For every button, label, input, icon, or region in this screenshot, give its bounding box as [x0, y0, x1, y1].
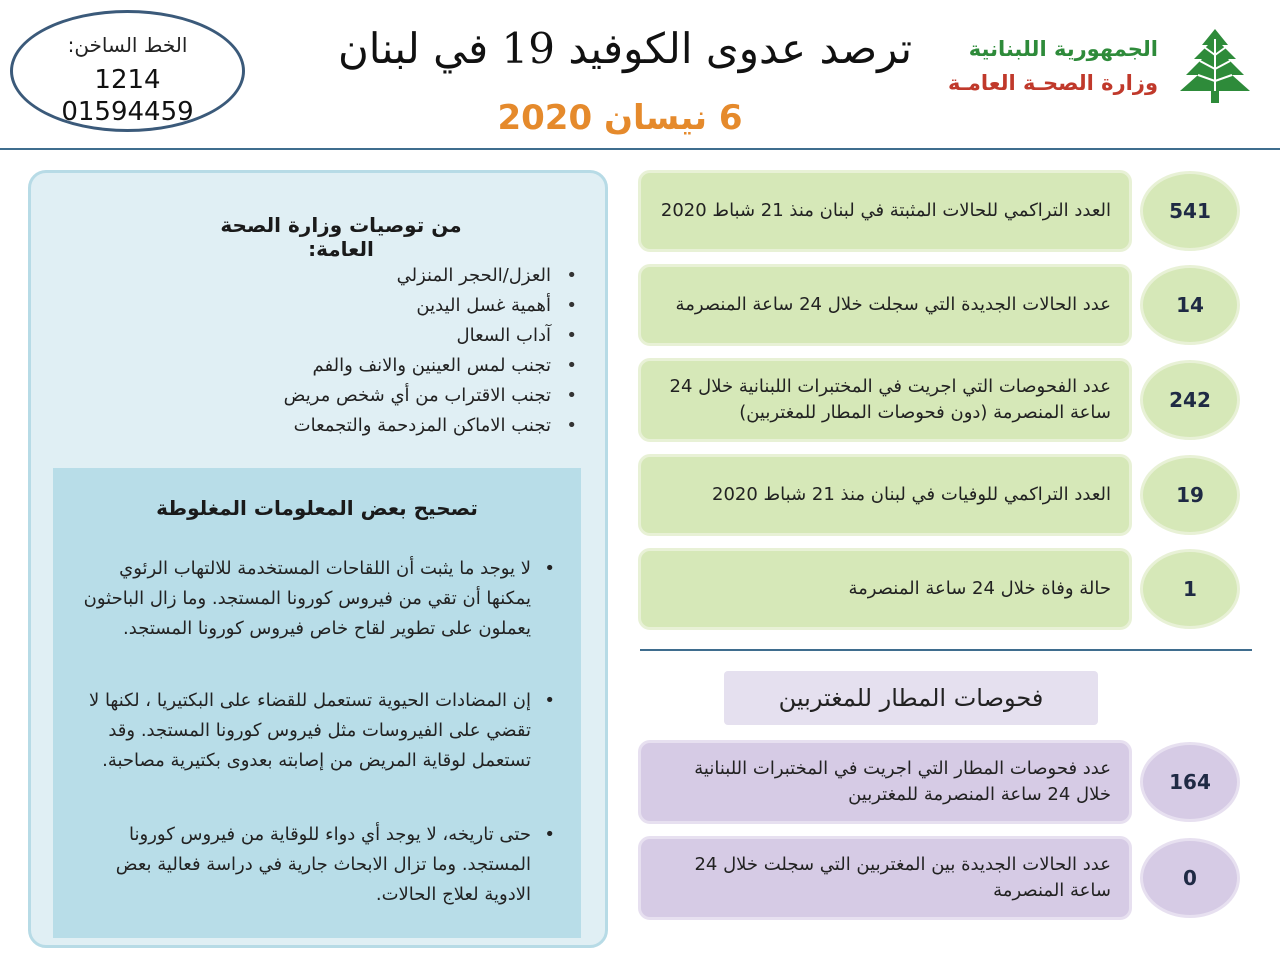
hotline-number-1: 1214 — [94, 65, 161, 95]
stat-bar — [638, 548, 1132, 630]
stat-label: عدد الحالات الجديدة بين المغتربين التي سجلت خلال 24 ساعة المنصرمة — [694, 854, 1111, 901]
stat-value: 1 — [1140, 549, 1240, 629]
stat-tests — [638, 358, 1240, 442]
stat-bar — [638, 170, 1132, 252]
stat-airport-new-cases — [638, 836, 1240, 920]
stat-label: العدد التراكمي للحالات المثبتة في لبنان منذ 21 شباط 2020 — [660, 200, 1111, 221]
stat-value: 14 — [1140, 265, 1240, 345]
list-item: • تجنب الاماكن المزدحمة والتجمعات — [71, 411, 551, 441]
list-item: • تجنب الاقتراب من أي شخص مريض — [71, 381, 551, 411]
stat-bar — [638, 836, 1132, 920]
stat-value: 19 — [1140, 455, 1240, 535]
stat-label: عدد الفحوصات التي اجريت في المختبرات اللبنانية خلال 24 ساعة المنصرمة (دون فحوصات المطار للمغتربين) — [669, 376, 1111, 423]
stat-bar — [638, 454, 1132, 536]
list-item: • تجنب لمس العينين والانف والفم — [71, 351, 551, 381]
header-divider — [0, 148, 1280, 150]
stat-new-deaths — [638, 548, 1240, 630]
ministry-name-line1: الجمهورية اللبنانية — [968, 37, 1158, 61]
myth-item: • حتى تاريخه، لا يوجد أي دواء للوقاية من فيروس كورونا المستجد. وما تزال الابحاث جارية في دراسة فعالية بعض الادوية لعلاج الحالات. — [73, 820, 561, 910]
hotline-oval — [10, 10, 245, 132]
myths-box — [53, 468, 581, 938]
stat-value: 541 — [1140, 171, 1240, 251]
list-item: • العزل/الحجر المنزلي — [71, 261, 551, 291]
stat-value: 164 — [1140, 742, 1240, 822]
hotline-label: الخط الساخن: — [67, 33, 188, 57]
recommendations-title: من توصيات وزارة الصحة العامة: — [220, 213, 462, 261]
list-item: • آداب السعال — [71, 321, 551, 351]
airport-section-title: فحوصات المطار للمغتربين — [724, 671, 1098, 725]
stat-airport-tests — [638, 740, 1240, 824]
myths-title: تصحيح بعض المعلومات المغلوطة — [156, 496, 478, 520]
stat-bar — [638, 264, 1132, 346]
stat-label: عدد الحالات الجديدة التي سجلت خلال 24 ساعة المنصرمة — [675, 294, 1111, 315]
page-title: ترصد عدوى الكوفيد 19 في لبنان — [337, 24, 913, 73]
stat-label: عدد فحوصات المطار التي اجريت في المختبرات اللبنانية خلال 24 ساعة المنصرمة للمغتربين — [694, 758, 1111, 805]
stat-new-cases — [638, 264, 1240, 346]
ministry-logo — [947, 25, 1270, 115]
hotline-number-2: 01594459 — [61, 97, 194, 127]
section-divider — [640, 649, 1252, 651]
cedar-icon — [1170, 25, 1260, 105]
stat-value: 242 — [1140, 360, 1240, 440]
stat-cumulative-cases — [638, 170, 1240, 252]
recommendations-list — [71, 261, 577, 441]
stat-bar — [638, 358, 1132, 442]
recommendations-panel — [28, 170, 608, 948]
ministry-name-line2: وزارة الصحـة العامـة — [947, 71, 1158, 95]
stat-cumulative-deaths — [638, 454, 1240, 536]
myth-item: • إن المضادات الحيوية تستعمل للقضاء على البكتيريا ، لكنها لا تقضي على الفيروسات مثل فيروس كورونا المستجد. وقد تستعمل لوقاية المريض من إصابته بعدوى بكتيرية مصاحبة. — [73, 686, 561, 776]
report-date: 6 نيسان 2020 — [497, 98, 743, 138]
stat-label: العدد التراكمي للوفيات في لبنان منذ 21 شباط 2020 — [712, 484, 1111, 505]
stat-label: حالة وفاة خلال 24 ساعة المنصرمة — [848, 578, 1111, 599]
list-item: • أهمية غسل اليدين — [71, 291, 551, 321]
stat-value: 0 — [1140, 838, 1240, 918]
stat-bar — [638, 740, 1132, 824]
myth-item: • لا يوجد ما يثبت أن اللقاحات المستخدمة للالتهاب الرئوي يمكنها أن تقي من فيروس كورونا المستجد. وما زال الباحثون يعملون على تطوير لقاح خاص فيروس كورونا المستجد. — [73, 554, 561, 644]
